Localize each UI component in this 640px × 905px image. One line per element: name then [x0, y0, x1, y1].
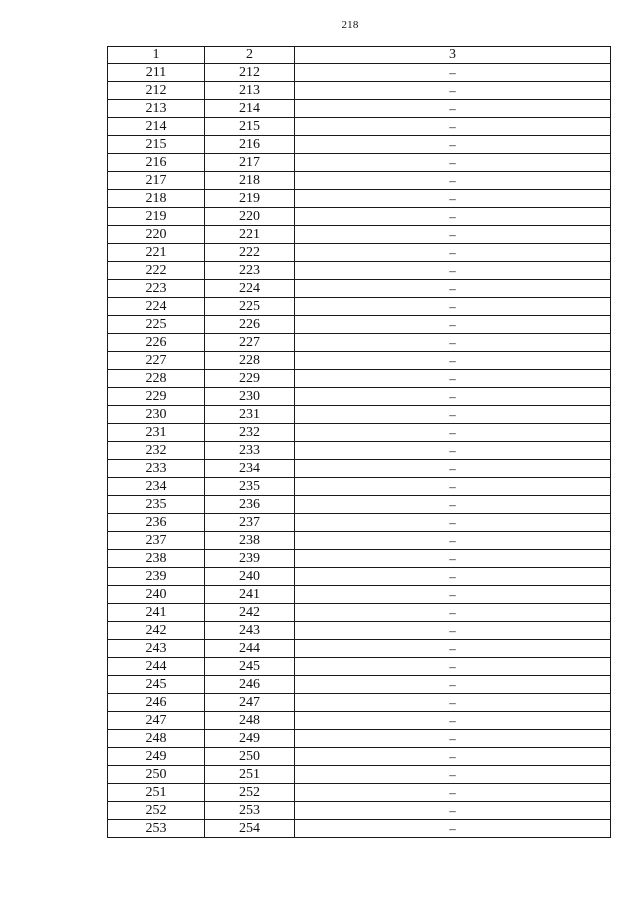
cell-col3: – [295, 190, 611, 208]
cell-col3: – [295, 118, 611, 136]
cell-col2: 214 [205, 100, 295, 118]
cell-col1: 240 [108, 586, 205, 604]
cell-col1: 218 [108, 190, 205, 208]
cell-col2: 240 [205, 568, 295, 586]
cell-col2: 225 [205, 298, 295, 316]
table-row [108, 460, 611, 478]
table-row [108, 352, 611, 370]
column-header-2: 2 [205, 47, 295, 64]
table-row [108, 280, 611, 298]
table-row [108, 622, 611, 640]
table-row [108, 208, 611, 226]
cell-col1: 251 [108, 784, 205, 802]
cell-col1: 241 [108, 604, 205, 622]
cell-col1: 253 [108, 820, 205, 838]
cell-col3: – [295, 370, 611, 388]
cell-col1: 233 [108, 460, 205, 478]
cell-col2: 221 [205, 226, 295, 244]
cell-col1: 238 [108, 550, 205, 568]
cell-col3: – [295, 208, 611, 226]
table-row [108, 154, 611, 172]
table-row [108, 784, 611, 802]
cell-col2: 216 [205, 136, 295, 154]
cell-col1: 225 [108, 316, 205, 334]
cell-col2: 232 [205, 424, 295, 442]
table-row [108, 262, 611, 280]
cell-col2: 253 [205, 802, 295, 820]
table-row [108, 64, 611, 82]
cell-col2: 213 [205, 82, 295, 100]
cell-col2: 233 [205, 442, 295, 460]
cell-col1: 220 [108, 226, 205, 244]
cell-col3: – [295, 64, 611, 82]
column-header-1: 1 [108, 47, 205, 64]
table-row [108, 676, 611, 694]
cell-col3: – [295, 622, 611, 640]
cell-col1: 216 [108, 154, 205, 172]
column-header-3: 3 [295, 47, 611, 64]
table-row [108, 514, 611, 532]
table-row [108, 820, 611, 838]
table-row [108, 334, 611, 352]
cell-col3: – [295, 316, 611, 334]
cell-col2: 246 [205, 676, 295, 694]
table-row [108, 442, 611, 460]
cell-col1: 234 [108, 478, 205, 496]
cell-col2: 248 [205, 712, 295, 730]
cell-col3: – [295, 334, 611, 352]
cell-col3: – [295, 586, 611, 604]
cell-col2: 220 [205, 208, 295, 226]
table-row [108, 496, 611, 514]
cell-col1: 212 [108, 82, 205, 100]
cell-col2: 252 [205, 784, 295, 802]
cell-col2: 242 [205, 604, 295, 622]
cell-col2: 236 [205, 496, 295, 514]
cell-col2: 222 [205, 244, 295, 262]
table-row [108, 730, 611, 748]
cell-col1: 221 [108, 244, 205, 262]
cell-col1: 230 [108, 406, 205, 424]
cell-col1: 211 [108, 64, 205, 82]
table-row [108, 604, 611, 622]
cell-col3: – [295, 712, 611, 730]
cell-col3: – [295, 388, 611, 406]
cell-col1: 231 [108, 424, 205, 442]
cell-col2: 237 [205, 514, 295, 532]
table-row [108, 532, 611, 550]
page-number: 218 [341, 19, 359, 31]
data-table [107, 46, 611, 838]
cell-col1: 249 [108, 748, 205, 766]
cell-col2: 219 [205, 190, 295, 208]
cell-col2: 231 [205, 406, 295, 424]
cell-col2: 238 [205, 532, 295, 550]
cell-col1: 237 [108, 532, 205, 550]
table-row [108, 478, 611, 496]
cell-col2: 212 [205, 64, 295, 82]
cell-col1: 213 [108, 100, 205, 118]
table-row [108, 136, 611, 154]
cell-col3: – [295, 694, 611, 712]
cell-col2: 223 [205, 262, 295, 280]
table-row [108, 802, 611, 820]
table-row [108, 172, 611, 190]
cell-col3: – [295, 406, 611, 424]
cell-col3: – [295, 550, 611, 568]
cell-col2: 245 [205, 658, 295, 676]
table-row [108, 406, 611, 424]
cell-col2: 243 [205, 622, 295, 640]
cell-col1: 214 [108, 118, 205, 136]
cell-col1: 252 [108, 802, 205, 820]
table-row [108, 712, 611, 730]
cell-col3: – [295, 226, 611, 244]
table-header [108, 47, 611, 64]
cell-col3: – [295, 352, 611, 370]
cell-col1: 243 [108, 640, 205, 658]
cell-col2: 250 [205, 748, 295, 766]
cell-col3: – [295, 244, 611, 262]
table-row [108, 82, 611, 100]
table-body [108, 64, 611, 838]
table-row [108, 100, 611, 118]
cell-col2: 228 [205, 352, 295, 370]
cell-col1: 223 [108, 280, 205, 298]
table-row [108, 298, 611, 316]
cell-col1: 242 [108, 622, 205, 640]
cell-col3: – [295, 82, 611, 100]
cell-col1: 219 [108, 208, 205, 226]
cell-col2: 244 [205, 640, 295, 658]
cell-col1: 239 [108, 568, 205, 586]
cell-col1: 222 [108, 262, 205, 280]
cell-col1: 228 [108, 370, 205, 388]
cell-col1: 248 [108, 730, 205, 748]
cell-col3: – [295, 766, 611, 784]
cell-col2: 215 [205, 118, 295, 136]
cell-col3: – [295, 676, 611, 694]
cell-col3: – [295, 298, 611, 316]
table-row [108, 568, 611, 586]
cell-col3: – [295, 172, 611, 190]
cell-col2: 217 [205, 154, 295, 172]
cell-col3: – [295, 820, 611, 838]
cell-col3: – [295, 460, 611, 478]
cell-col2: 235 [205, 478, 295, 496]
cell-col1: 250 [108, 766, 205, 784]
cell-col2: 251 [205, 766, 295, 784]
table-row [108, 316, 611, 334]
cell-col1: 229 [108, 388, 205, 406]
table-row [108, 118, 611, 136]
cell-col2: 241 [205, 586, 295, 604]
cell-col2: 247 [205, 694, 295, 712]
cell-col2: 218 [205, 172, 295, 190]
table-row [108, 694, 611, 712]
cell-col1: 247 [108, 712, 205, 730]
cell-col3: – [295, 424, 611, 442]
cell-col2: 254 [205, 820, 295, 838]
cell-col2: 224 [205, 280, 295, 298]
table-row [108, 766, 611, 784]
cell-col3: – [295, 136, 611, 154]
cell-col3: – [295, 100, 611, 118]
cell-col1: 245 [108, 676, 205, 694]
cell-col1: 244 [108, 658, 205, 676]
cell-col1: 227 [108, 352, 205, 370]
cell-col3: – [295, 748, 611, 766]
cell-col2: 226 [205, 316, 295, 334]
cell-col3: – [295, 802, 611, 820]
table-row [108, 244, 611, 262]
cell-col1: 236 [108, 514, 205, 532]
cell-col1: 224 [108, 298, 205, 316]
table-row [108, 370, 611, 388]
cell-col3: – [295, 154, 611, 172]
table-row [108, 226, 611, 244]
cell-col3: – [295, 604, 611, 622]
table-row [108, 388, 611, 406]
cell-col3: – [295, 262, 611, 280]
cell-col2: 227 [205, 334, 295, 352]
cell-col1: 215 [108, 136, 205, 154]
cell-col1: 246 [108, 694, 205, 712]
cell-col3: – [295, 640, 611, 658]
cell-col3: – [295, 784, 611, 802]
cell-col3: – [295, 514, 611, 532]
table-row [108, 640, 611, 658]
table-row [108, 586, 611, 604]
cell-col1: 217 [108, 172, 205, 190]
cell-col1: 232 [108, 442, 205, 460]
cell-col1: 235 [108, 496, 205, 514]
table-row [108, 424, 611, 442]
table-row [108, 658, 611, 676]
cell-col3: – [295, 280, 611, 298]
table-row [108, 748, 611, 766]
cell-col3: – [295, 658, 611, 676]
table-row [108, 190, 611, 208]
cell-col2: 229 [205, 370, 295, 388]
header-row [108, 47, 611, 64]
cell-col3: – [295, 730, 611, 748]
cell-col2: 230 [205, 388, 295, 406]
cell-col2: 234 [205, 460, 295, 478]
cell-col3: – [295, 532, 611, 550]
cell-col3: – [295, 478, 611, 496]
cell-col1: 226 [108, 334, 205, 352]
cell-col3: – [295, 568, 611, 586]
table-row [108, 550, 611, 568]
cell-col3: – [295, 442, 611, 460]
cell-col3: – [295, 496, 611, 514]
cell-col2: 249 [205, 730, 295, 748]
cell-col2: 239 [205, 550, 295, 568]
